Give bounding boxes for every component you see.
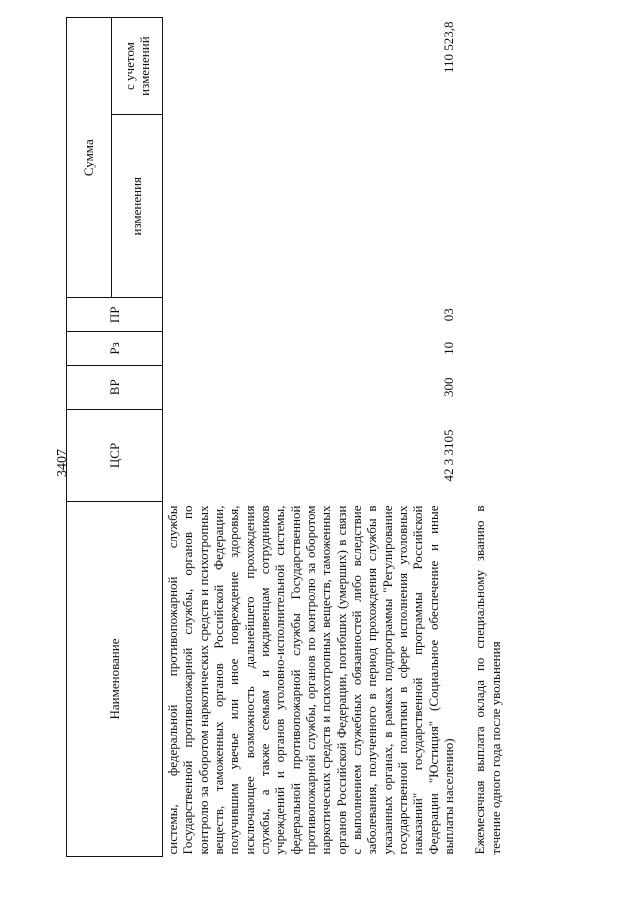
row-with-changes: 110 523,8	[440, 21, 456, 74]
row-rz	[470, 332, 505, 365]
row-pr	[470, 298, 505, 332]
table-body	[163, 18, 505, 857]
budget-table	[66, 17, 505, 857]
header-name: Наименование	[67, 502, 163, 857]
page-number: 3407	[55, 449, 70, 477]
row-pr: 03	[440, 308, 456, 322]
row-name: системы, федеральной противопожарной службы Государственной противопожарной службы, органов по контролю за оборотом наркотических средств и психотропных веществ, таможенных органов Российской Федерации, получившим увечье или иное повреждение здоровья, исключающее возможность дальнейшего прохождения службы, а также семьям и иждивенцам сотрудников учреждений и органов уголовно-исполнительной системы, федеральной противопожарной службы Государственной противопожарной службы, органов по контролю за оборотом наркотических средств и психотропных веществ, таможенных органов Российской Федерации, погибших (умерших) в связи с выполнением служебных обязанностей либо вследствие заболевания, полученного в период прохождения службы в указанных органах, в рамках подпрограммы "Регулирование государственной политики в сфере исполнения уголовных наказаний" государственной программы Российской Федерации "Юстиция" (Социальное обеспечение и иные выплаты населению)	[165, 505, 456, 855]
table-row	[470, 18, 505, 857]
row-with-changes	[470, 18, 505, 115]
header-csr: ЦСР	[67, 409, 163, 501]
row-vr	[470, 365, 505, 409]
header-pr: ПР	[67, 298, 163, 332]
row-changes	[470, 115, 505, 298]
header-sum: Сумма	[67, 18, 112, 298]
table-row	[163, 18, 459, 857]
header-rz: Рз	[67, 332, 163, 365]
table-header	[67, 18, 163, 857]
row-name: Ежемесячная выплата оклада по специальному званию в течение одного года после увольнения	[472, 505, 503, 855]
row-csr	[470, 409, 505, 501]
row-csr: 42 3 3105	[440, 429, 456, 482]
row-changes	[163, 115, 459, 298]
header-vr: ВР	[67, 365, 163, 409]
row-rz: 10	[440, 341, 456, 355]
header-with-changes: с учетом изменений	[112, 18, 163, 115]
header-changes: изменения	[112, 115, 163, 298]
row-vr: 300	[440, 377, 456, 397]
